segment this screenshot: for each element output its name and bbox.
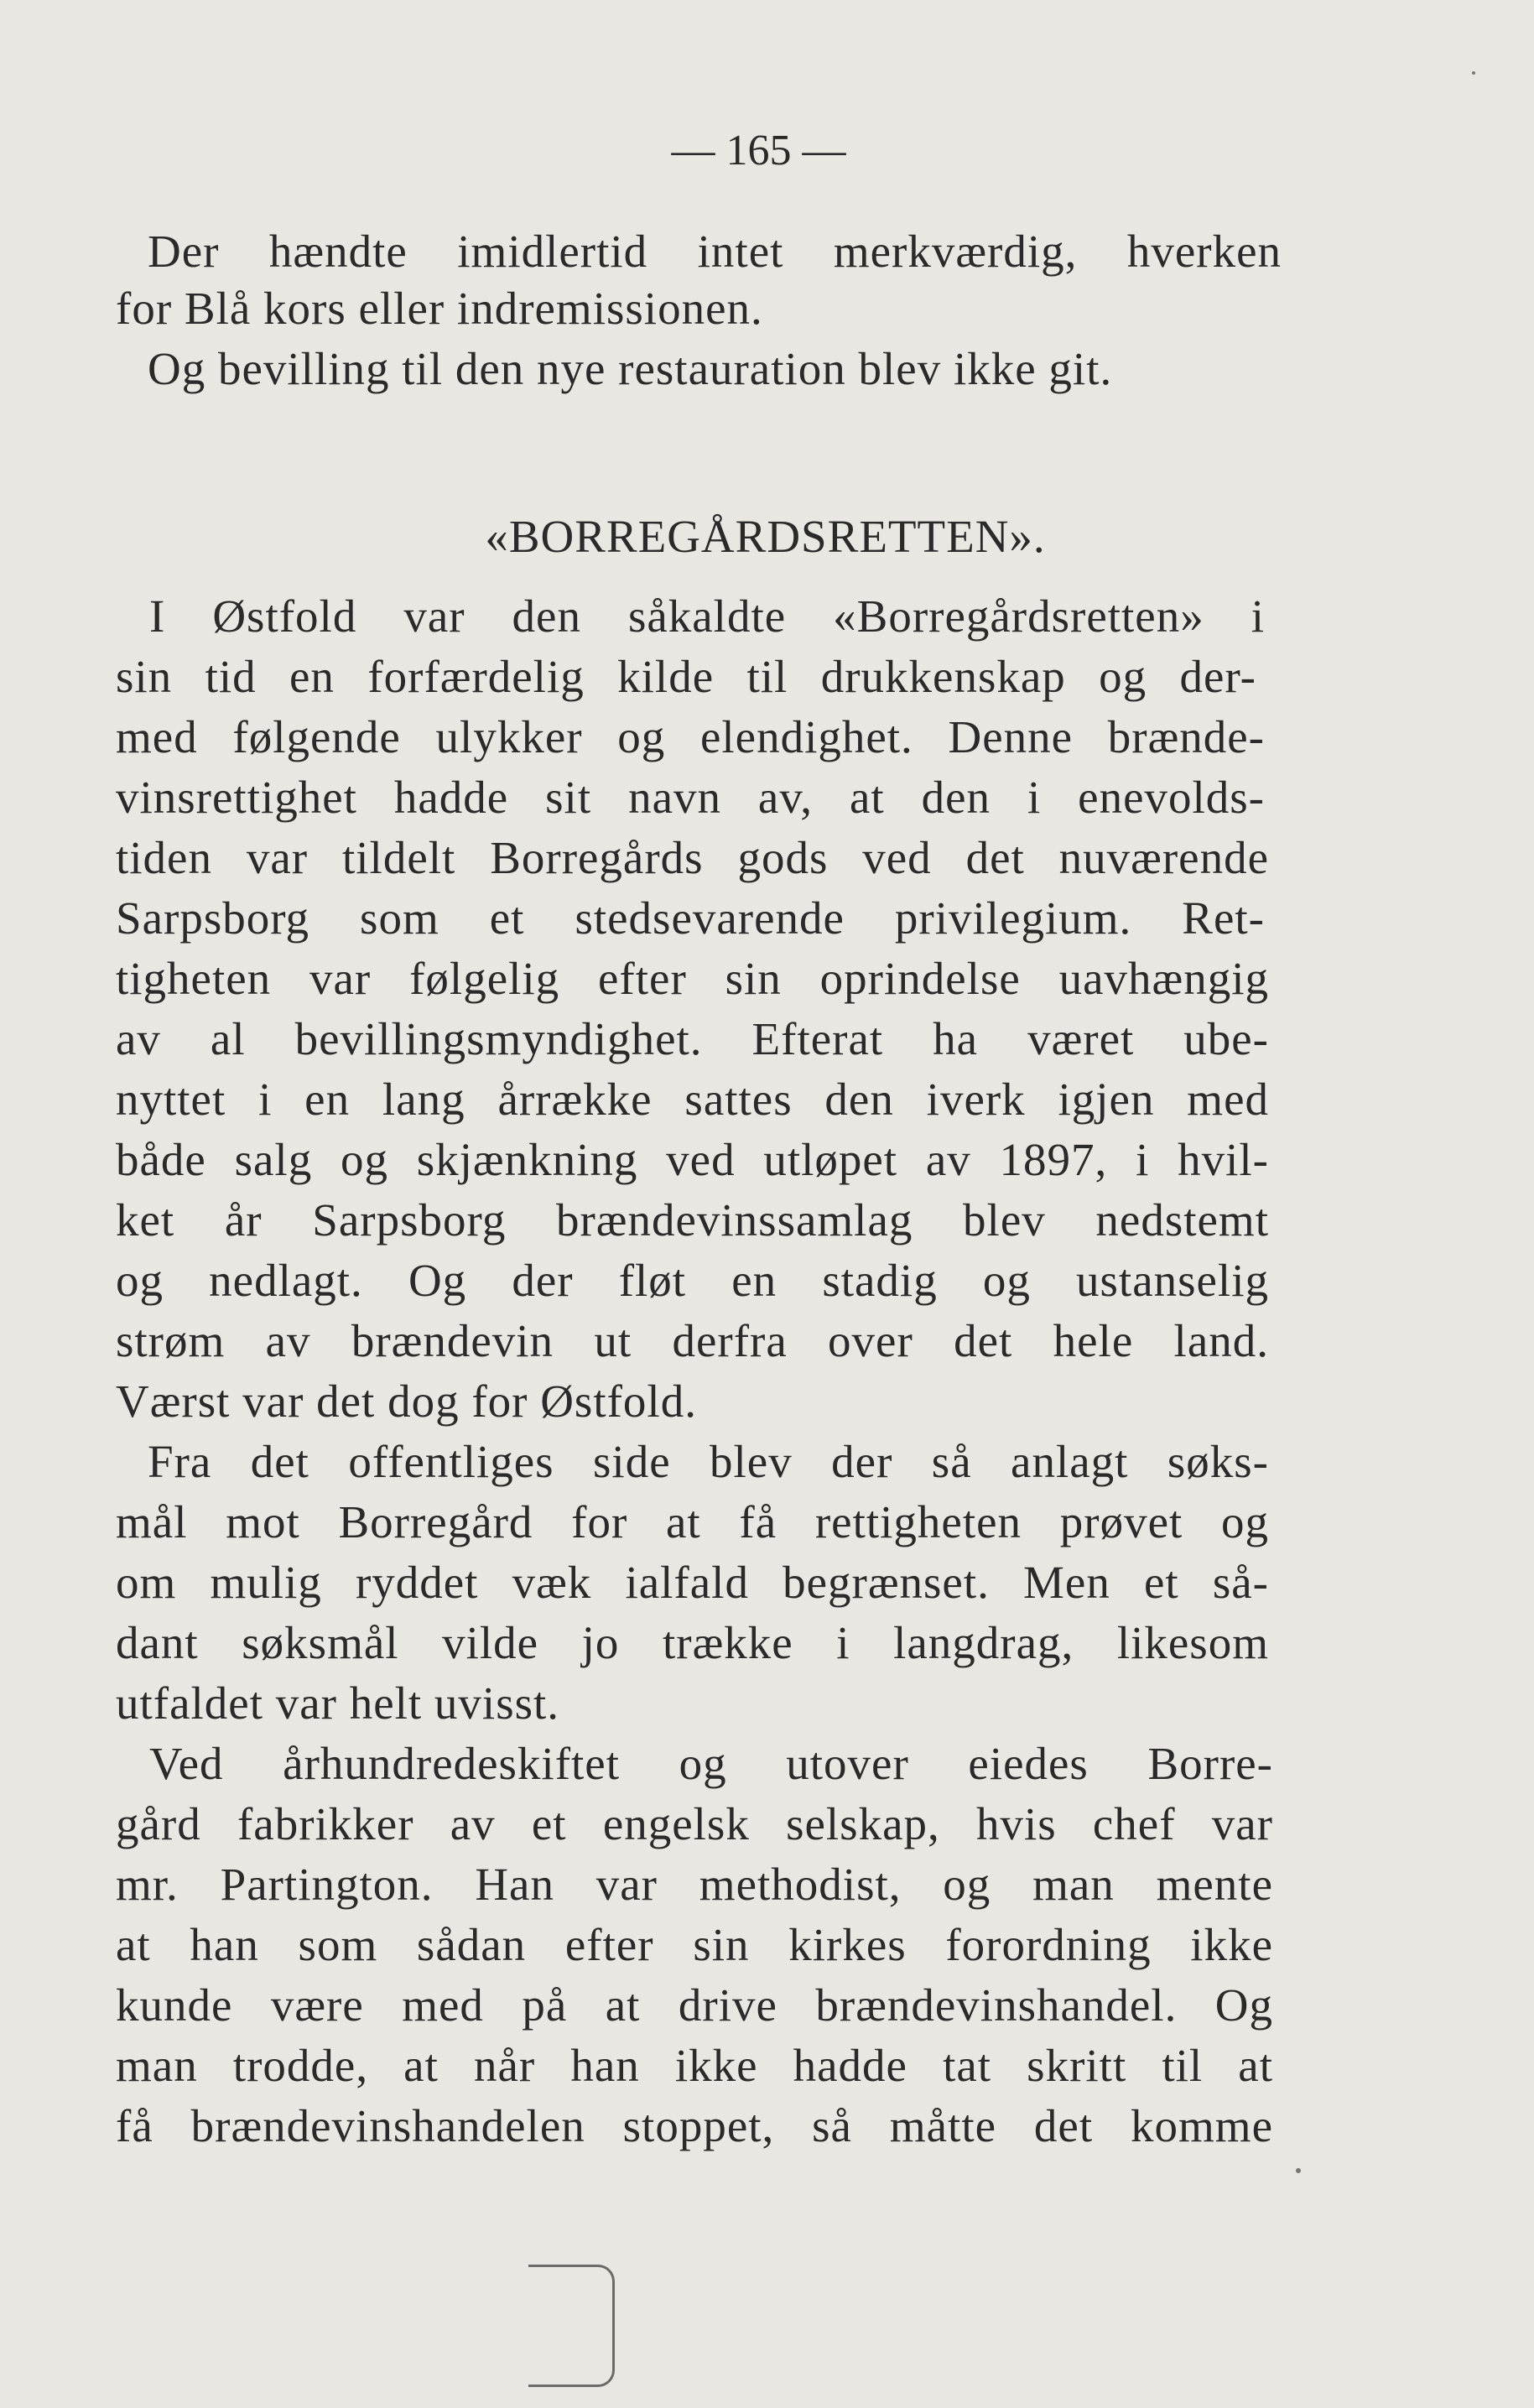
text-line: om mulig ryddet væk ialfald begrænset. Men et så- (116, 1557, 1269, 1608)
text-line: tigheten var følgelig efter sin oprindelse uavhængig (116, 953, 1269, 1004)
text-line: at han som sådan efter sin kirkes forordning ikke (116, 1919, 1273, 1970)
text-line: mr. Partington. Han var methodist, og man mente (116, 1859, 1273, 1910)
text-line: Fra det offentliges side blev der så anlagt søks- (148, 1436, 1269, 1487)
text-line: I Østfold var den såkaldte «Borregårdsretten» i (149, 590, 1265, 642)
text-line: kunde være med på at drive brændevinshandel. Og (116, 1979, 1273, 2031)
text-line: man trodde, at når han ikke hadde tat skritt til at (116, 2040, 1273, 2091)
paper-speck (1472, 71, 1475, 75)
text-line: Ved århundredeskiftet og utover eiedes Borre- (149, 1738, 1273, 1789)
text-line: og nedlagt. Og der fløt en stadig og ustanselig (116, 1255, 1269, 1306)
text-line: både salg og skjænkning ved utløpet av 1897, i hvil- (116, 1134, 1269, 1185)
text-line: mål mot Borregård for at få rettigheten prøvet og (116, 1496, 1269, 1547)
text-line: ket år Sarpsborg brændevinssamlag blev nedstemt (116, 1194, 1269, 1246)
section-heading: «BORREGÅRDSRETTEN». (485, 511, 1046, 562)
text-line: Der hændte imidlertid intet merkværdig, hverken (148, 226, 1282, 277)
text-line: strøm av brændevin ut derfra over det hele land. (116, 1315, 1269, 1366)
text-line: av al bevillingsmyndighet. Efterat ha været ube- (116, 1013, 1269, 1064)
text-line: for Blå kors eller indremissionen. (116, 283, 763, 334)
text-line: sin tid en forfærdelig kilde til drukkenskap og der- (116, 651, 1256, 702)
text-line: gård fabrikker av et engelsk selskap, hvis chef var (116, 1798, 1273, 1849)
text-line: med følgende ulykker og elendighet. Denne brænde- (116, 711, 1265, 762)
page-number: — 165 — (671, 127, 846, 174)
text-line: Værst var det dog for Østfold. (116, 1376, 697, 1427)
text-line: tiden var tildelt Borregårds gods ved det nuværende (116, 832, 1269, 883)
text-line: få brændevinshandelen stoppet, så måtte det komme (116, 2100, 1273, 2151)
text-line: utfaldet var helt uvisst. (116, 1677, 560, 1729)
text-line: dant søksmål vilde jo trække i langdrag, likesom (116, 1617, 1269, 1668)
text-line: vinsrettighet hadde sit navn av, at den i enevolds- (116, 772, 1265, 823)
page-bracket-mark (528, 2265, 615, 2387)
text-line: nyttet i en lang årrække sattes den iverk igjen med (116, 1074, 1269, 1125)
paper-speck (1296, 2168, 1301, 2173)
text-line: Og bevilling til den nye restauration blev ikke git. (148, 343, 1113, 394)
text-line: Sarpsborg som et stedsevarende privilegium. Ret- (116, 892, 1265, 944)
